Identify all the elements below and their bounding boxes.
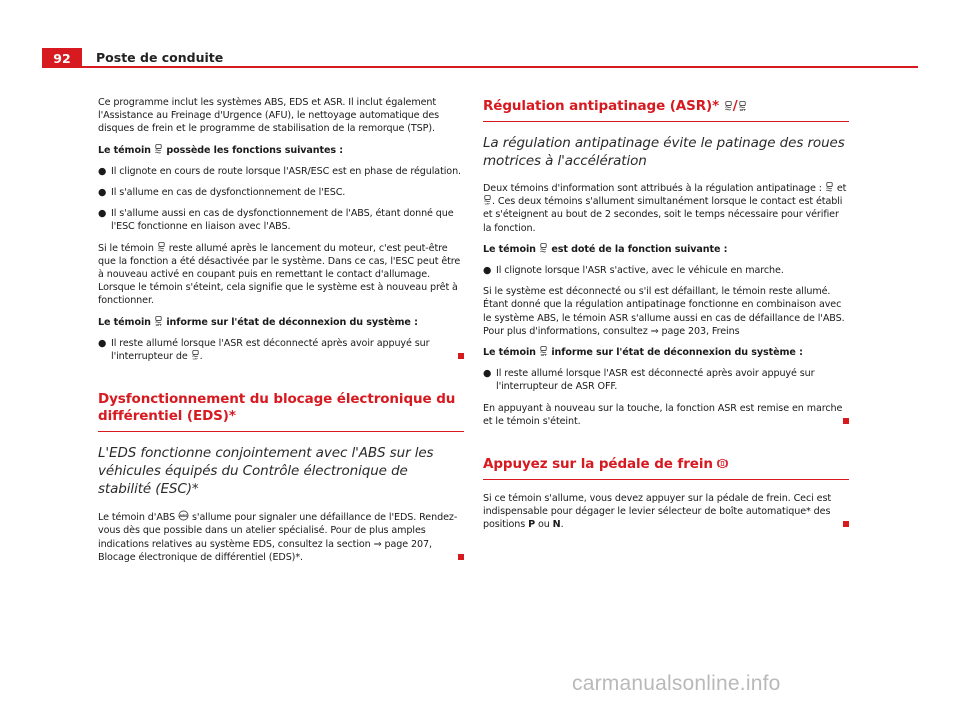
esc-off-icon [154,316,163,326]
page-number: 92 [42,48,82,68]
bullet-text: Il s'allume aussi en cas de dysfonctionnement de l'ABS, étant donné que l'ESC fonctionne en liaison avec l'ABS. [111,208,454,233]
bullet-text: Il s'allume en cas de dysfonctionnement de l'ESC. [111,187,346,199]
section-end-marker [843,521,849,527]
asr-heading-pre: Le témoin [483,243,536,255]
esc-heading-post: possède les fonctions suivantes : [166,144,343,156]
list-item [98,186,464,199]
remain-post: reste allumé après le lancement du moteur, c'est peut-être que la fonction a été désactivée par le système. Dans ce cas, l'ESC peut être à nouveau activé en coupant puis en remettant le contact d'allumage. Lorsque le témoin s'éteint, cela signifie que le système est à nouveau prêt à fonctionner. [98,242,461,307]
brake-title-text: Appuyez sur la pédale de frein [483,456,713,473]
bullet-text: Il clignote lorsque l'ASR s'active, avec le véhicule en marche. [496,265,784,277]
abs-warning-icon [178,510,189,521]
asr-heading [483,243,849,256]
brake-pedal-icon [717,458,728,469]
watermark: carmanualsonline.info [572,672,781,695]
left-column [98,96,464,572]
section-end-marker [843,418,849,424]
brake-or: ou [537,519,550,531]
right-column [483,98,849,540]
list-item [483,367,849,393]
bullet-text: Il clignote en cours de route lorsque l'ASR/ESC est en phase de régulation. [111,165,462,177]
asr-title-sep: / [732,98,738,114]
esc-heading [98,144,464,157]
off-heading-post: informe sur l'état de déconnexion du système : [166,316,418,328]
asr-intro-paragraph [483,182,849,235]
eds-subtitle: L'EDS fonctionne conjointement avec l'ABS sur les véhicules équipés du Contrôle électronique de stabilité (ESC)* [98,445,434,498]
eds-body-paragraph [98,510,464,564]
brake-end: . [560,519,564,531]
asr-section-title [483,98,849,115]
asr-title-text: Régulation antipatinage (ASR)* [483,98,720,114]
brake-body-pre: Si ce témoin s'allume, vous devez appuyer sur la pédale de frein. Ceci est indispensable pour dégager le levier sélecteur de boîte automatique* des positions [483,493,832,531]
off-bullet-post: . [199,351,203,363]
section-rule [483,121,849,122]
remain-pre: Si le témoin [98,242,154,254]
off-heading-pre: Le témoin [98,316,151,328]
off-heading-post: informe sur l'état de déconnexion du système : [551,347,803,359]
esc-warning-icon [157,242,166,252]
esc-warning-icon [154,144,163,154]
section-rule [98,431,464,432]
esc-off-icon [738,101,747,111]
bullet-text: Il reste allumé lorsque l'ASR est déconnecté après avoir appuyé sur l'interrupteur de ASR OFF. [496,368,815,393]
esc-warning-icon [539,243,548,253]
esc-warning-icon [825,182,834,192]
asr-intro-mid: et [836,183,847,194]
gear-p-label: P [528,519,535,531]
asr-off-heading [483,346,849,359]
esc-warning-icon [724,101,733,111]
bullet-icon: ● [483,368,492,380]
esc-heading-pre: Le témoin [98,144,151,156]
asr-subtitle: La régulation antipatinage évite le patinage des roues motrices à l'accélération [483,135,845,169]
esc-off-icon [191,350,200,360]
esc-off-icon [483,195,492,205]
list-item [483,264,849,277]
off-bullet-pre: Il reste allumé lorsque l'ASR est déconnecté après avoir appuyé sur l'interrupteur de [111,337,430,363]
list-item [98,207,464,233]
bullet-icon: ● [98,337,107,349]
esc-off-heading [98,316,464,329]
asr-body-paragraph: Si le système est déconnecté ou s'il est défaillant, le témoin reste allumé. Étant donné que la régulation antipatinage fonctionne en combinaison avec le système ABS, le témoin ASR s'allume aussi en cas de défaillance de l'ABS. Pour plus d'informations, consultez ⇒ page 203, Freins [483,286,845,337]
brake-body-paragraph [483,492,849,532]
esc-remain-paragraph [98,242,464,308]
bullet-icon: ● [483,265,492,277]
esc-off-icon [539,346,548,356]
bullet-icon: ● [98,208,107,220]
section-rule [483,479,849,480]
list-item [98,337,464,363]
off-body-text: En appuyant à nouveau sur la touche, la fonction ASR est remise en marche et le témoin s'éteint. [483,402,843,427]
section-end-marker [458,554,464,560]
list-item [98,165,464,178]
header-rule [82,66,918,68]
brake-section-title [483,456,849,473]
bullet-icon: ● [98,165,107,177]
asr-reactivate-paragraph [483,402,849,428]
page-header-title: Poste de conduite [96,50,224,65]
esc-intro-paragraph: Ce programme inclut les systèmes ABS, EDS et ASR. Il inclut également l'Assistance au Freinage d'Urgence (AFU), le nettoyage automatique des disques de frein et le programme de stabilisation de la remorque (TSP). [98,97,440,135]
asr-intro-post: . Ces deux témoins s'allument simultanément lorsque le contact est établi et s'éteignent au bout de 2 secondes, soit le temps nécessaire pour vérifier la fonction. [483,196,843,234]
section-end-marker [458,353,464,359]
bullet-icon: ● [98,187,107,199]
eds-body-pre: Le témoin d'ABS [98,512,176,524]
eds-body-post: s'allume pour signaler une défaillance de l'EDS. Rendez-vous dès que possible dans un atelier spécialisé. Pour de plus amples indications relatives au système EDS, consultez la section ⇒ page 207, Blocage électronique de différentiel (EDS)*. [98,512,458,563]
asr-intro-pre: Deux témoins d'information sont attribués à la régulation antipatinage : [483,183,822,194]
gear-n-label: N [552,519,561,531]
bullet-text [111,337,464,363]
off-heading-pre: Le témoin [483,347,536,359]
eds-section-title: Dysfonctionnement du blocage électronique du différentiel (EDS)* [98,391,456,425]
asr-heading-post: est doté de la fonction suivante : [551,243,728,255]
